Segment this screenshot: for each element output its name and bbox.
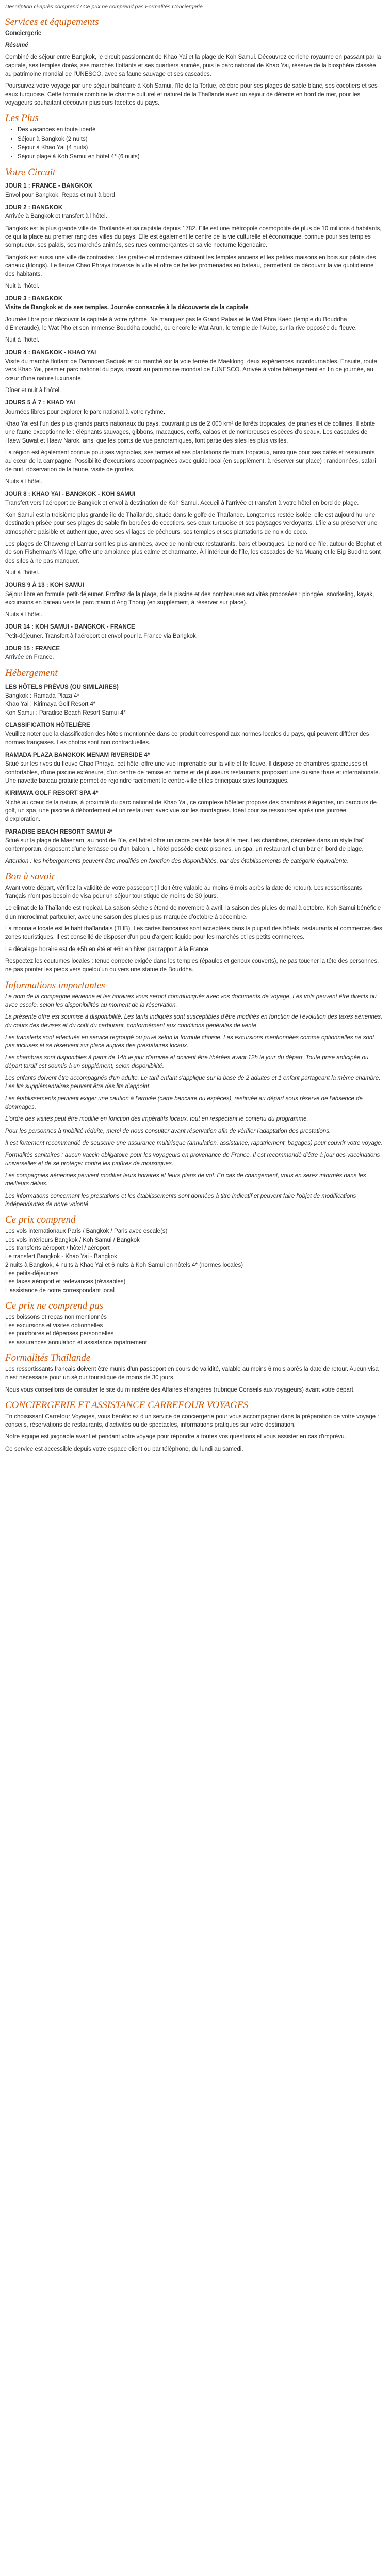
hotel-line: Koh Samui : Paradise Beach Resort Samui 4* bbox=[5, 709, 126, 716]
info-paragraph: Il est fortement recommandé de souscrire une assurance multirisque (annulation, assistance, rapatriement, bagages) pour couvrir votre voyage. bbox=[5, 1140, 383, 1147]
list-item: Les boissons et repas non mentionnés bbox=[5, 1314, 107, 1320]
hotel-note: Attention : les hébergements peuvent être modifiés en fonction des disponibilités, par des établissements de catégorie équivalente. bbox=[5, 858, 349, 865]
formalites-paragraph: Nous vous conseillons de consulter le site du ministère des Affaires étrangères (rubrique Conseils aux voyageurs) avant votre départ. bbox=[5, 1386, 355, 1393]
day-paragraph: Koh Samui est la troisième plus grande île de Thaïlande, située dans le golfe de Thaïlande. Longtemps restée isolée, elle est aujourd'hui une destination prisée pour ses plages de sable fin bordées de cocotiers, ses eaux turquoise et ses paysages verdoyants. L'île a su préserver une atmosphère paisible et authentique, avec ses villages de pêcheurs, ses temples et ses plantations de noix de coco. bbox=[5, 512, 378, 535]
day-paragraph: Dîner et nuit à l'hôtel. bbox=[5, 387, 61, 394]
day-paragraph: Journées libres pour explorer le parc national à votre rythme. bbox=[5, 409, 166, 415]
hotel-line: Bangkok : Ramada Plaza 4* bbox=[5, 692, 79, 699]
day-heading: JOUR 4 : BANGKOK - KHAO YAI bbox=[5, 349, 96, 356]
formalites-paragraph: Les ressortissants français doivent être munis d'un passeport en cours de validité, valable au moins 6 mois après la date de retour. Aucun visa n'est nécessaire pour un séjour touristique de moins de 30 jours. bbox=[5, 1366, 379, 1381]
hotel-line: Veuillez noter que la classification des hôtels mentionnée dans ce produit correspond aux normes locales du pays, qui peuvent différer des normes françaises. Les photos sont non contractuelles. bbox=[5, 731, 369, 746]
comprend-list bbox=[5, 1227, 383, 1295]
day-paragraph: La région est également connue pour ses vignobles, ses fermes et ses plantations de fruits tropicaux, ainsi que pour ses cafés et restaurants au cœur de la campagne. Possibilité d'excursions accompagnées avec guide local (en supplément, à réserver sur place) : randonnées, safari de nuit, observation de la faune, visite de grottes. bbox=[5, 449, 376, 473]
info-paragraph: Les chambres sont disponibles à partir de 14h le jour d'arrivée et doivent être libérées avant 12h le jour du départ. Toute prise anticipée ou départ tardif est soumis à un supplément, selon disponibilité. bbox=[5, 1055, 369, 1070]
list-item: Les taxes aéroport et redevances (révisables) bbox=[5, 1279, 126, 1285]
day-paragraph: Arrivée en France. bbox=[5, 654, 54, 661]
list-item: Les petits-déjeuners bbox=[5, 1270, 59, 1277]
informations-heading: Informations importantes bbox=[5, 979, 105, 991]
day-paragraph: Khao Yai est l'un des plus grands parcs nationaux du pays, couvrant plus de 2 000 km² de forêts tropicales, de prairies et de collines. Il abrite une faune exceptionnelle : éléphants sauvages, gibbons, macaques, cerfs, calaos et de nombreuses espèces d'oiseaux. Les cascades de Haew Suwat et Haew Narok, ainsi que les points de vue panoramiques, font partie des sites les plus visités. bbox=[5, 420, 376, 444]
list-item: • Séjour à Bangkok (2 nuits) bbox=[18, 135, 383, 143]
list-item: Le transfert Bangkok - Khao Yai - Bangkok bbox=[5, 1253, 117, 1260]
list-item: Les excursions et visites optionnelles bbox=[5, 1323, 103, 1329]
intro-line: Description ci-après comprend / Ce prix ne comprend pas Formalités Conciergerie bbox=[5, 4, 203, 10]
list-item: • Des vacances en toute liberté bbox=[18, 126, 383, 134]
resume-label: Résumé bbox=[5, 42, 28, 49]
day-paragraph: Bangkok est aussi une ville de contrastes : les gratte-ciel modernes côtoient les temples anciens et les petites maisons en bois sur pilotis des canaux (klongs). Le fleuve Chao Phraya traverse la ville et offre de belles promenades en bateau, permettant de découvrir la vie quotidienne des habitants. bbox=[5, 254, 376, 278]
hotel-line: Situé sur la plage de Maenam, au nord de l'île, cet hôtel offre un cadre paisible face à la mer. Les chambres, décorées dans un style thaï contemporain, disposent d'une terrasse ou d'un balcon. L'hôtel possède deux piscines, un spa, un restaurant et un bar en bord de plage. bbox=[5, 837, 364, 853]
plus-list bbox=[5, 126, 383, 161]
info-paragraph: Pour les personnes à mobilité réduite, merci de nous consulter avant réservation afin de vérifier l'adaptation des prestations. bbox=[5, 1128, 331, 1134]
hotel-heading: LES HÔTELS PRÉVUS (OU SIMILAIRES) bbox=[5, 684, 119, 690]
day-paragraph: Bangkok est la plus grande ville de Thaïlande et sa capitale depuis 1782. Elle est une métropole cosmopolite de plus de 10 millions d'habitants, ce qui la place au premier rang des villes du pays. Elle est également le centre de la vie culturelle et économique, connue pour ses temples somptueux, ses palais, ses marchés animés, ses rues commerçantes et sa vie nocturne légendaire. bbox=[5, 225, 382, 249]
day-paragraph: Transfert vers l'aéroport de Bangkok et envol à destination de Koh Samui. Accueil à l'arrivée et transfert à votre hôtel en bord de plage. bbox=[5, 500, 359, 506]
info-paragraph: Les informations concernant les prestations et les établissements sont données à titre indicatif et peuvent faire l'objet de modifications indépendantes de notre volonté. bbox=[5, 1193, 356, 1208]
hotel-line: Situé sur les rives du fleuve Chao Phraya, cet hôtel offre une vue imprenable sur la ville et le fleuve. Il dispose de chambres spacieuses et confortables, d'une piscine extérieure, d'un centre de remise en forme et de plusieurs restaurants proposant une cuisine thaïe et internationale. Une navette bateau gratuite permet de rejoindre facilement le centre-ville et les principaux sites touristiques. bbox=[5, 761, 380, 784]
day-heading: JOURS 9 À 13 : KOH SAMUI bbox=[5, 582, 84, 589]
info-paragraph: Le nom de la compagnie aérienne et les horaires vous seront communiqués avec vos documents de voyage. Les vols peuvent être directs ou avec escale, selon les disponibilités au moment de la réservation. bbox=[5, 993, 377, 1008]
services-paragraph: Combiné de séjour entre Bangkok, le circuit passionnant de Khao Yai et la plage de Koh Samui. Découvrez ce riche royaume en passant par la capitale, ses temples dorés, ses marchés flottants et ses quartiers animés, puis le parc national de Khao Yai, réserve de la biosphère classée au patrimoine mondial de l'UNESCO, avec sa faune sauvage et ses cascades. bbox=[5, 54, 381, 78]
info-paragraph: La monnaie locale est le baht thaïlandais (THB). Les cartes bancaires sont acceptées dans la plupart des hôtels, restaurants et commerces des zones touristiques. Il est conseillé de disposer d'un peu d'argent liquide pour les marchés et les petits commerces. bbox=[5, 926, 382, 941]
info-paragraph: Formalités sanitaires : aucun vaccin obligatoire pour les voyageurs en provenance de France. Il est recommandé d'être à jour des vaccinations universelles et de se protéger contre les piqûres de moustiques. bbox=[5, 1152, 380, 1167]
day-heading: JOURS 5 À 7 : KHAO YAI bbox=[5, 400, 75, 406]
list-item: Les pourboires et dépenses personnelles bbox=[5, 1331, 114, 1337]
list-item: 2 nuits à Bangkok, 4 nuits à Khao Yai et 6 nuits à Koh Samui en hôtels 4* (normes locales) bbox=[5, 1262, 243, 1268]
hotel-heading: RAMADA PLAZA BANGKOK MENAM RIVERSIDE 4* bbox=[5, 752, 150, 758]
conciergerie-paragraph: Ce service est accessible depuis votre espace client ou par téléphone, du lundi au samedi. bbox=[5, 1446, 243, 1452]
info-paragraph: Avant votre départ, vérifiez la validité de votre passeport (il doit être valable au moins 6 mois après la date de retour). Les ressortissants français n'ont pas besoin de visa pour un séjour touristique de moins de 30 jours. bbox=[5, 885, 362, 900]
list-item: Les vols intérieurs Bangkok / Koh Samui / Bangkok bbox=[5, 1236, 140, 1243]
day-paragraph: Nuits à l'hôtel. bbox=[5, 612, 42, 618]
info-paragraph: Les transferts sont effectués en service regroupé ou privé selon la formule choisie. Les excursions mentionnées comme optionnelles ne sont pas incluses et se réservent sur place auprès des prestataires locaux. bbox=[5, 1034, 374, 1049]
day-paragraph: Séjour libre en formule petit-déjeuner. Profitez de la plage, de la piscine et des nombreuses activités proposées : plongée, snorkeling, kayak, excursions en bateau vers le parc marin d'Ang Thong (en supplément, à réserver sur place). bbox=[5, 591, 374, 606]
formalites-heading: Formalités Thaïlande bbox=[5, 1352, 91, 1364]
day-heading: JOUR 1 : FRANCE - BANGKOK bbox=[5, 183, 93, 190]
hotel-line: Niché au cœur de la nature, à proximité du parc national de Khao Yai, ce complexe hôtelier propose des chambres élégantes, un parcours de golf, un spa, une piscine à débordement et un restaurant avec vue sur les montagnes. Idéal pour se ressourcer après une journée d'exploration. bbox=[5, 799, 377, 823]
circuit-heading: Votre Circuit bbox=[5, 166, 56, 178]
hotel-heading: PARADISE BEACH RESORT SAMUI 4* bbox=[5, 828, 113, 835]
day-paragraph: Journée libre pour découvrir la capitale à votre rythme. Ne manquez pas le Grand Palais et le Wat Phra Kaeo (temple du Bouddha d'Émeraude), le Wat Pho et son immense Bouddha couché, ou encore le Wat Arun, le temple de l'Aube, sur la rive opposée du fleuve. bbox=[5, 316, 357, 331]
hotel-heading: CLASSIFICATION HÔTELIÈRE bbox=[5, 722, 90, 728]
info-paragraph: Les compagnies aériennes peuvent modifier leurs horaires et leurs plans de vol. En cas de changement, vous en serez informés dans les meilleurs délais. bbox=[5, 1173, 366, 1188]
day-paragraph: Arrivée à Bangkok et transfert à l'hôtel. bbox=[5, 213, 107, 220]
day-paragraph: Les plages de Chaweng et Lamai sont les plus animées, avec de nombreux restaurants, bars et boutiques. Le nord de l'île, autour de Bophut et de son Fisherman's Village, offre une ambiance plus calme et charmante. À l'intérieur de l'île, les cascades de Na Muang et le Big Buddha sont des sites à ne pas manquer. bbox=[5, 540, 382, 564]
conciergerie-paragraph: En choisissant Carrefour Voyages, vous bénéficiez d'un service de conciergerie pour vous accompagner dans la préparation de votre voyage : conseils, réservations de restaurants, d'activités ou de spectacles, informations pratiques sur votre destination. bbox=[5, 1413, 379, 1429]
info-paragraph: Le climat de la Thaïlande est tropical. La saison sèche s'étend de novembre à avril, la saison des pluies de mai à octobre. Koh Samui bénéficie d'un microclimat particulier, avec une saison des pluies plus marquée d'octobre à décembre. bbox=[5, 905, 381, 920]
day-heading: JOUR 14 : KOH SAMUI - BANGKOK - FRANCE bbox=[5, 624, 135, 631]
concierge-label: Conciergerie bbox=[5, 30, 42, 37]
list-item: Les transferts aéroport / hôtel / aéroport bbox=[5, 1245, 110, 1251]
services-heading: Services et équipements bbox=[5, 16, 99, 27]
info-paragraph: La présente offre est soumise à disponibilité. Les tarifs indiqués sont susceptibles d'être modifiés en fonction de l'évolution des taxes aériennes, du cours des devises et du coût du carburant, conformément aux conditions générales de vente. bbox=[5, 1014, 383, 1029]
info-paragraph: Respectez les coutumes locales : tenue correcte exigée dans les temples (épaules et genoux couverts), ne pas toucher la tête des personnes, ne pas pointer les pieds vers quelqu'un ou vers une statue de Bouddha. bbox=[5, 958, 379, 973]
list-item: Les vols internationaux Paris / Bangkok / Paris avec escale(s) bbox=[5, 1228, 168, 1235]
plus-heading: Les Plus bbox=[5, 113, 39, 124]
info-paragraph: L'ordre des visites peut être modifié en fonction des impératifs locaux, tout en respectant le contenu du programme. bbox=[5, 1116, 308, 1123]
day-paragraph: Nuit à l'hôtel. bbox=[5, 569, 40, 576]
day-heading: JOUR 15 : FRANCE bbox=[5, 646, 60, 652]
day-emphasis: Visite de Bangkok et de ses temples. Journée consacrée à la découverte de la capitale bbox=[5, 304, 249, 311]
hotel-heading: KIRIMAYA GOLF RESORT SPA 4* bbox=[5, 790, 99, 797]
services-paragraph: Poursuivez votre voyage par une séjour balnéaire à Koh Samui, l'île de la Tortue, célèbre pour ses plages de sable blanc, ses cocotiers et ses eaux turquoise. Cette formule combine le charme culturel et naturel de la Thaïlande avec un séjour de détente en bord de mer, pour les voyageurs souhaitant découvrir plusieurs facettes du pays. bbox=[5, 83, 378, 107]
conciergerie-heading: CONCIERGERIE ET ASSISTANCE CARREFOUR VOYAGES bbox=[5, 1399, 248, 1411]
day-paragraph: Petit-déjeuner. Transfert à l'aéroport et envol pour la France via Bangkok. bbox=[5, 633, 198, 639]
list-item: • Séjour à Khao Yai (4 nuits) bbox=[18, 144, 383, 152]
day-paragraph: Visite du marché flottant de Damnoen Saduak et du marché sur la voie ferrée de Maeklong, deux expériences incontournables. Ensuite, route vers Khao Yai, premier parc national du pays, inscrit au patrimoine mondial de l'UNESCO. Arrivée à votre hébergement en fin de journée, au cœur d'une nature luxuriante. bbox=[5, 358, 377, 382]
day-heading: JOUR 8 : KHAO YAI - BANGKOK - KOH SAMUI bbox=[5, 491, 136, 498]
list-item: • Séjour plage à Koh Samui en hôtel 4* (6 nuits) bbox=[18, 152, 383, 161]
conciergerie-paragraph: Notre équipe est joignable avant et pendant votre voyage pour répondre à toutes vos questions et vous assister en cas d'imprévu. bbox=[5, 1434, 346, 1440]
bon-a-savoir-heading: Bon à savoir bbox=[5, 871, 56, 882]
list-item: L'assistance de notre correspondant local bbox=[5, 1287, 115, 1294]
list-item: Les assurances annulation et assistance rapatriement bbox=[5, 1339, 147, 1346]
hebergement-heading: Hébergement bbox=[5, 667, 58, 679]
hotel-line: Khao Yai : Kirimaya Golf Resort 4* bbox=[5, 701, 96, 708]
ne-comprend-pas-list bbox=[5, 1313, 383, 1347]
info-paragraph: Le décalage horaire est de +5h en été et +6h en hiver par rapport à la France. bbox=[5, 946, 210, 953]
info-paragraph: Les enfants doivent être accompagnés d'un adulte. Le tarif enfant s'applique sur la base de 2 adultes et 1 enfant partageant la même chambre. Les lits supplémentaires peuvent être des lits d'appoint. bbox=[5, 1075, 381, 1090]
hotel-list bbox=[5, 692, 383, 717]
day-paragraph: Nuits à l'hôtel. bbox=[5, 478, 42, 485]
day-heading: JOUR 2 : BANGKOK bbox=[5, 205, 63, 211]
day-paragraph: Envol pour Bangkok. Repas et nuit à bord. bbox=[5, 192, 117, 198]
comprend-heading: Ce prix comprend bbox=[5, 1214, 76, 1226]
info-paragraph: Les établissements peuvent exiger une caution à l'arrivée (carte bancaire ou espèces), restituée au départ sous réserve de l'absence de dommages. bbox=[5, 1095, 363, 1111]
day-paragraph: Nuit à l'hôtel. bbox=[5, 337, 40, 344]
day-paragraph: Nuit à l'hôtel. bbox=[5, 283, 40, 290]
day-heading: JOUR 3 : BANGKOK bbox=[5, 295, 63, 302]
ne-comprend-pas-heading: Ce prix ne comprend pas bbox=[5, 1300, 104, 1311]
